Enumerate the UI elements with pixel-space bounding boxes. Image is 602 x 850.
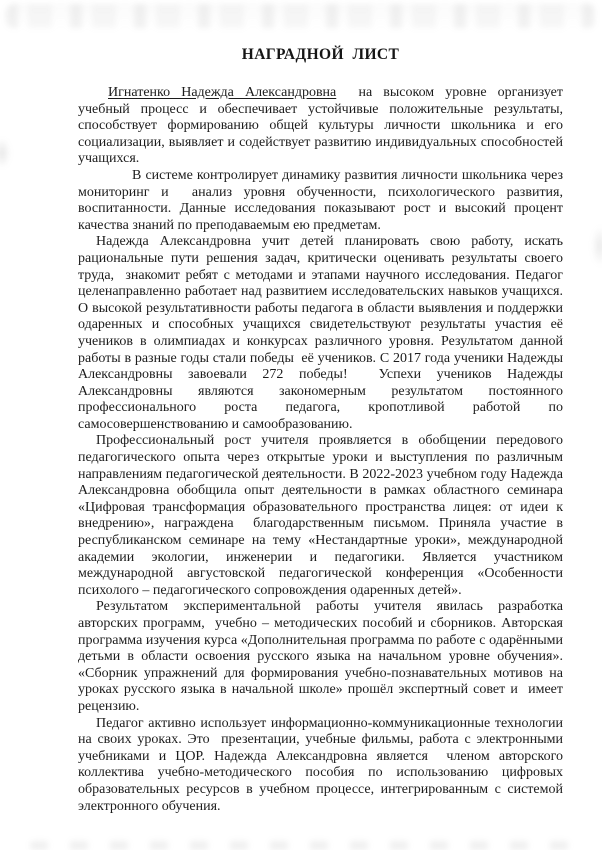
scan-artifact-left <box>0 138 10 168</box>
document-body <box>78 85 570 815</box>
paragraph-experimental-work: Результатом экспериментальной работы учителя явилась разработка авторских программ, учебно – методических пособий и сборников. Авторская программа изучения курса «Дополнительная программа по работе с одарёнными детьми в области освоения русского языка на начальном уровне обучения». «Сборник упражнений для формирования учебно-познавательных мотивов на уроках русского языка в начальной школе» прошёл экспертный совет и имеет рецензию. <box>78 599 570 714</box>
document-title: НАГРАДНОЙ ЛИСТ <box>241 46 400 63</box>
awardee-name: Игнатенко Надежда Александровна <box>108 85 337 100</box>
paragraph-intro <box>78 85 567 168</box>
scan-artifact-right <box>592 226 602 266</box>
paragraph-monitoring: В системе контролирует динамику развития личности школьника через мониторинг и анализ уровня обученности, психологического развития, воспитанности. Данные исследования показывают рост и высокий процент качества знаний по преподаваемым ею предметам. <box>78 167 567 233</box>
paragraph-intro-text: на высоком уровне организует учебный процесс и обеспечивает устойчивые положительные результаты, способствует формированию общей культуры личности школьника и его социализации, выявляет и содействует развитию индивидуальных способностей учащихся. <box>78 85 567 167</box>
scan-artifact-bottom <box>30 841 572 850</box>
paragraph-teaching-results: Надежда Александровна учит детей планировать свою работу, искать рациональные пути решения задач, критически оценивать результаты своего труда, знакомит ребят с методами и этапами научного исследования. Педагог целенаправленно работает над развитием исследовательских навыков учащихся. О высокой результативности работы педагога в области выявления и поддержки одаренных и способных учащихся свидетельствуют результаты участия её учеников в олимпиадах и конкурсах различного уровня. Результатом данной работы в разные годы стали победы её учеников. С 2017 года ученики Надежды Александровны завоевали 272 победы! Успехи учеников Надежды Александровны являются закономерным результатом постоянного профессионального роста педагога, кропотливой работой по самосовершенствованию и самообразованию. <box>78 234 567 432</box>
paragraph-ict-usage: Педагог активно использует информационно-коммуникационные технологии на своих уроках. Это презентации, учебные фильмы, работа с электронными учебниками и ЦОР. Надежда Александровна является членом авторского коллектива учебно-методического пособия по использованию цифровых образовательных ресурсов в учебном процессе, интегрированным с системой электронного обучения. <box>78 715 567 814</box>
scan-artifact-top <box>6 4 596 28</box>
paragraph-professional-growth: Профессиональный рост учителя проявляется в обобщении передового педагогического опыта через открытые уроки и выступления по различным направлениям педагогической деятельности. В 2022-2023 учебном году Надежда Александровна обобщила опыт деятельности в рамках областного семинара «Цифровая трансформация образовательного пространства лицея: от идеи к внедрению», награждена благодарственным письмом. Приняла участие в республиканском семинаре на тему «Нестандартные уроки», международной академии экологии, инженерии и педагогики. Является участником международной августовской педагогической конференция «Особенности психолого – педагогического сопровождения одаренных детей». <box>78 433 567 598</box>
